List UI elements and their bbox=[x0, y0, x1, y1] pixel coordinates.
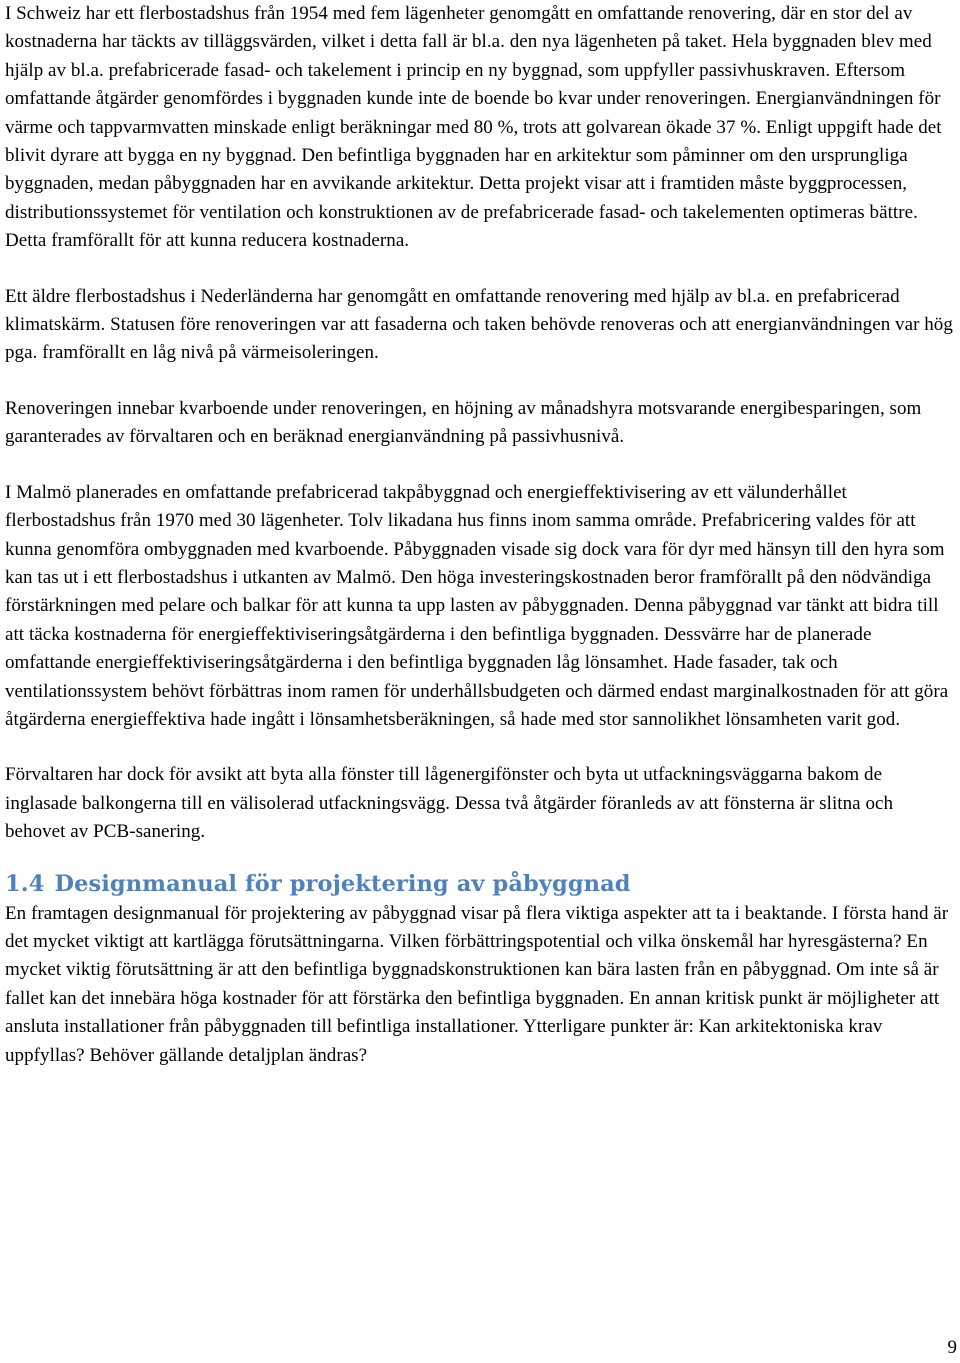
paragraph-property-manager: Förvaltaren har dock för avsikt att byta alla fönster till lågenergifönster och byta ut utfackningsväggarna bakom de inglasade balkongerna till en välisolerad utfackningsvägg. Dessa två åtgärder föranleds av att fönsterna är slitna och behovet av PCB-sanering. bbox=[5, 764, 894, 843]
section-number: 1.4 bbox=[5, 870, 45, 897]
section-body: En framtagen designmanual för projektering av påbyggnad visar på flera viktiga aspekter att ta i beaktande. I första hand är det mycket viktigt att kartlägga förutsättningarna. Vilken förbättringspotential och vilka önskemål har hyresgästerna? En mycket viktig förutsättning är att den befintliga byggnadskonstruktionen kan bära lasten från en påbyggnad. Om inte så är fallet kan det innebära höga kostnader för att förstärka den befintliga byggnaden. En annan kritisk punkt är möjligheter att ansluta installationer från påbyggnaden till befintliga installationer. Ytterligare punkter är: Kan arkitektoniska krav uppfyllas? Behöver gällande detaljplan ändras? bbox=[5, 902, 949, 1066]
paragraph-switzerland: I Schweiz har ett flerbostadshus från 1954 med fem lägenheter genomgått en omfattande renovering, där en stor del av kostnaderna har täckts av tilläggsvärden, vilket i detta fall är bl.a. den nya lägenheten på taket. Hela byggnaden blev med hjälp av bl.a. prefabricerade fasad- och takelement i princip en ny byggnad, som uppfyller passivhuskraven. Eftersom omfattande åtgärder genomfördes i byggnaden kunde inte de boende bo kvar under renoveringen. Energianvändningen för värme och tappvarmvatten minskade enligt beräkningar med 80 %, trots att golvarean ökade 37 %. Enligt uppgift hade det blivit dyrare att bygga en ny byggnad. Den befintliga byggnaden har en arkitektur som påminner om den ursprungliga byggnaden, medan påbyggnaden har en avvikande arkitektur. Detta projekt visar att i framtiden måste byggprocessen, distributionssystemet för ventilation och konstruktionen av de prefabricerade fasad- och takelementen optimeras bättre. Detta framförallt för att kunna reducera kostnaderna. bbox=[5, 3, 942, 252]
page-number: 9 bbox=[947, 1337, 957, 1358]
section-heading bbox=[5, 868, 957, 900]
section-title: Designmanual för projektering av påbyggnad bbox=[54, 870, 631, 897]
document-page bbox=[5, 0, 957, 1070]
paragraph-renovation-terms: Renoveringen innebar kvarboende under renoveringen, en höjning av månadshyra motsvarande energibesparingen, som garanterades av förvaltaren och en beräknad energianvändning på passivhusnivå. bbox=[5, 397, 922, 448]
paragraph-netherlands: Ett äldre flerbostadshus i Nederländerna har genomgått en omfattande renovering med hjälp av bl.a. en prefabricerad klimatskärm. Statusen före renoveringen var att fasaderna och taken behövde renoveras och att energianvändningen var hög pga. framförallt en låg nivå på värmeisoleringen. bbox=[5, 285, 953, 364]
paragraph-malmo: I Malmö planerades en omfattande prefabricerad takpåbyggnad och energieffektivisering av ett välunderhållet flerbostadshus från 1970 med 30 lägenheter. Tolv likadana hus finns inom samma område. Prefabricering valdes för att kunna genomföra ombyggnaden med kvarboende. Påbyggnaden visade sig dock vara för dyr med hänsyn till den hyra som kan tas ut i ett flerbostadshus i utkanten av Malmö. Den höga investeringskostnaden beror framförallt på den nödvändiga förstärkningen med pelare och balkar för att kunna ta upp lasten av påbyggnaden. Denna påbyggnad var tänkt att bidra till att täcka kostnaderna för energieffektiviseringsåtgärderna i den befintliga byggnaden. Dessvärre har de planerade omfattande energieffektiviseringsåtgärderna i den befintliga byggnaden låg lönsamhet. Hade fasader, tak och ventilationssystem behövt förbättras inom ramen för underhållsbudgeten och därmed endast marginalkostnaden för att göra åtgärderna energieffektiva hade ingått i lönsamhetsberäkningen, så hade med stor sannolikhet lönsamheten varit god. bbox=[5, 481, 949, 730]
